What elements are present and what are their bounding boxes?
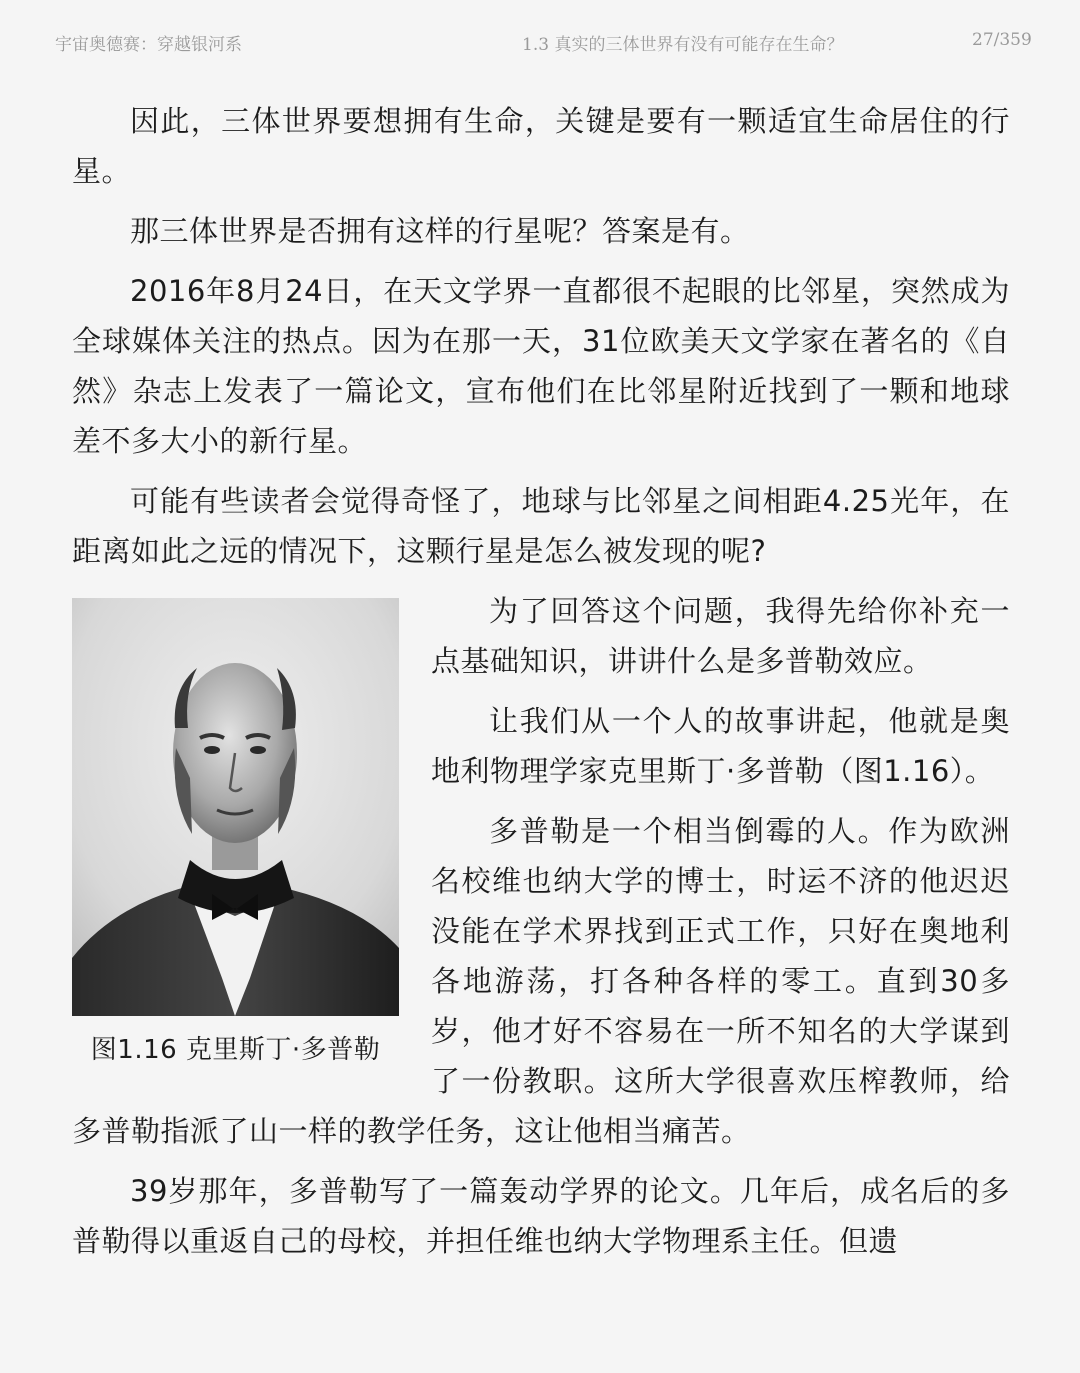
paragraph-5: 为了回答这个问题，我得先给你补充一点基础知识，讲讲什么是多普勒效应。: [431, 594, 1010, 678]
paragraph-8: 39岁那年，多普勒写了一篇轰动学界的论文。几年后，成名后的多普勒得以重返自己的母校，并担任维也纳大学物理系主任。但遗: [72, 1174, 1010, 1258]
paragraph-4: 可能有些读者会觉得奇怪了，地球与比邻星之间相距4.25光年，在距离如此之远的情况下，这颗行星是怎么被发现的呢?: [72, 484, 1010, 568]
paragraph-2: 那三体世界是否拥有这样的行星呢？答案是有。: [130, 214, 750, 248]
paragraph-6: 让我们从一个人的故事讲起，他就是奥地利物理学家克里斯丁·多普勒（图1.16）。: [431, 704, 1010, 788]
page-number: 27/359: [972, 30, 1032, 50]
chapter-title: 1.3 真实的三体世界有没有可能存在生命？: [522, 35, 844, 55]
figure-caption: 图1.16 克里斯丁·多普勒: [90, 1035, 381, 1065]
paragraph-3: 2016年8月24日，在天文学界一直都很不起眼的比邻星，突然成为全球媒体关注的热点。因为在那一天，31位欧美天文学家在著名的《自然》杂志上发表了一篇论文，宣布他们在比邻星附近找到了一颗和地球差不多大小的新行星。: [72, 274, 1010, 458]
page-header: [0, 30, 1080, 54]
figure-doppler: [72, 598, 399, 1070]
book-title: 宇宙奥德赛：穿越银河系: [55, 35, 242, 55]
portrait-photo-icon: [72, 598, 399, 1016]
page-content: [72, 96, 1010, 1276]
paragraph-1: 因此，三体世界要想拥有生命，关键是要有一颗适宜生命居住的行星。: [72, 104, 1010, 188]
paragraph-7: 多普勒是一个相当倒霉的人。作为欧洲名校维也纳大学的博士，时运不济的他迟迟没能在学术界找到正式工作，只好在奥地利各地游荡，打各种各样的零工。直到30多岁，他才好不容易在一所不知名的大学谋到了一份教职。这所大学很喜欢压榨教师，给多普勒指派了山一样的教学任务，这让他相当痛苦。: [72, 814, 1010, 1148]
